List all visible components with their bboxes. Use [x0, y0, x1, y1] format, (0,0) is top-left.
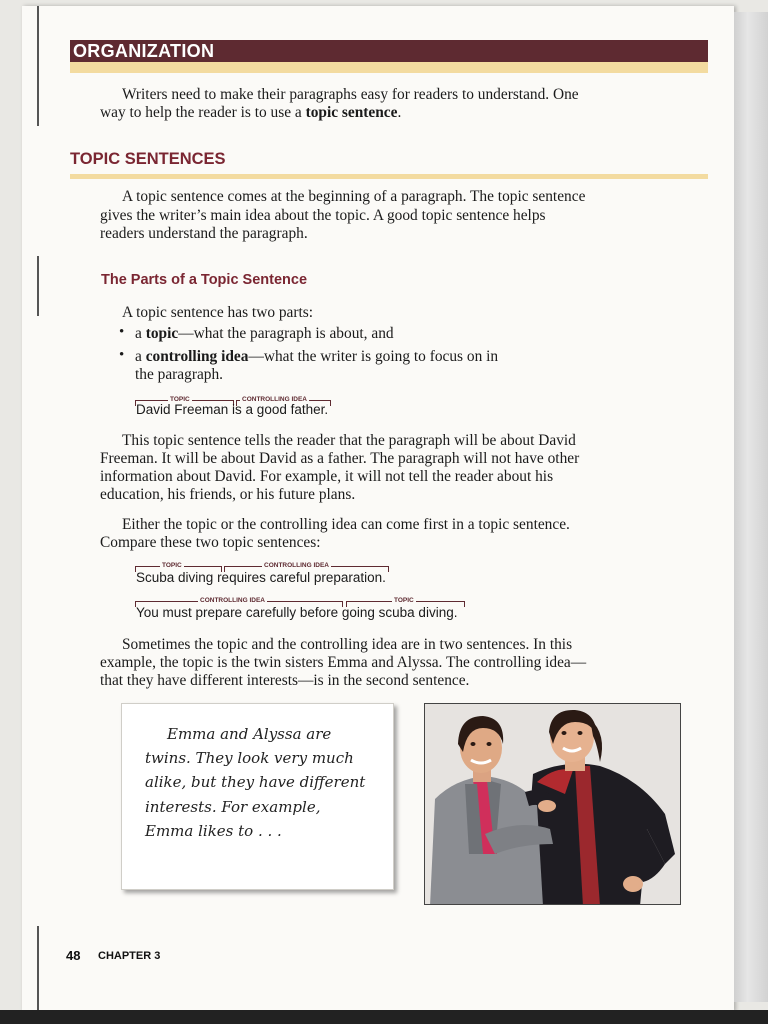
- either-line-1: Either the topic or the controlling idea can come first in a topic sentence.: [122, 516, 570, 533]
- topic-label: TOPIC: [394, 597, 414, 604]
- gutter-line: [37, 926, 39, 1012]
- topic-label: TOPIC: [170, 396, 190, 403]
- example-sentence-2: [136, 570, 386, 585]
- controlling-idea-label: CONTROLLING IDEA: [200, 597, 265, 604]
- intro-line-2: way to help the reader is to use a topic sentence.: [100, 104, 402, 121]
- example-sentence-1: [136, 402, 328, 417]
- twins-drawing: [425, 704, 681, 905]
- note-line: alike, but they have different: [145, 773, 366, 792]
- page-number: 48: [66, 948, 81, 963]
- topic-label: TOPIC: [162, 562, 182, 569]
- section-title: ORGANIZATION: [73, 41, 215, 61]
- either-line-2: Compare these two topic sentences:: [100, 534, 321, 551]
- twins-illustration: [424, 703, 681, 905]
- example-topic: David Freeman: [136, 402, 229, 417]
- note-line: interests. For example,: [145, 797, 321, 816]
- sometimes-line-3: that they have different interests—is in the second sentence.: [100, 672, 470, 689]
- controlling-idea-label: CONTROLLING IDEA: [242, 396, 307, 403]
- note-line: twins. They look very much: [145, 749, 354, 768]
- gutter-line: [37, 6, 39, 126]
- gutter-line: [37, 256, 39, 316]
- sometimes-line-2: example, the topic is the twin sisters Emma and Alyssa. The controlling idea—: [100, 654, 587, 671]
- explain-line-4: education, his friends, or his future plans.: [100, 486, 356, 503]
- page-bottom-edge: [0, 1010, 768, 1024]
- topic-para-line-3: readers understand the paragraph.: [100, 225, 308, 242]
- parts-heading: The Parts of a Topic Sentence: [101, 272, 308, 288]
- intro-bold-term: topic sentence: [305, 104, 398, 121]
- bullet-dot: •: [119, 324, 125, 340]
- chapter-label: CHAPTER 3: [98, 950, 161, 962]
- parts-intro: A topic sentence has two parts:: [122, 304, 314, 321]
- page-edge: [734, 12, 768, 1002]
- note-line: Emma and Alyssa are: [167, 725, 332, 743]
- explain-line-2: Freeman. It will be about David as a father. The paragraph will not have other: [100, 450, 580, 467]
- bullet-topic: a topic—what the paragraph is about, and: [135, 325, 394, 342]
- topic-para-line-2: gives the writer’s main idea about the topic. A good topic sentence helps: [100, 207, 546, 224]
- explain-line-1: This topic sentence tells the reader that the paragraph will be about David: [122, 432, 576, 449]
- example-controlling-idea: requires careful preparation.: [213, 570, 386, 585]
- subsection-title: TOPIC SENTENCES: [70, 150, 226, 168]
- bullet-controlling-idea: a controlling idea—what the writer is going to focus on in: [135, 348, 499, 365]
- example-controlling-idea: You must prepare carefully before: [136, 605, 339, 620]
- controlling-idea-label: CONTROLLING IDEA: [264, 562, 329, 569]
- subsection-rule: [70, 174, 708, 179]
- note-line: Emma likes to . . .: [145, 821, 282, 840]
- bullet-dot: •: [119, 347, 125, 363]
- intro-line-1: Writers need to make their paragraphs easy for readers to understand. One: [122, 86, 579, 103]
- section-band-underline: [70, 62, 708, 73]
- topic-para-line-1: A topic sentence comes at the beginning of a paragraph. The topic sentence: [122, 188, 586, 205]
- sometimes-line-1: Sometimes the topic and the controlling idea are in two sentences. In this: [122, 636, 573, 653]
- example-controlling-idea: is a good father.: [228, 402, 329, 417]
- example-sentence-3: [136, 605, 457, 620]
- note-card-text: [145, 722, 385, 843]
- explain-line-3: information about David. For example, it will not tell the reader about his: [100, 468, 554, 485]
- bullet-controlling-idea-cont: the paragraph.: [135, 366, 224, 383]
- example-topic: going scuba diving.: [338, 605, 458, 620]
- example-topic: Scuba diving: [136, 570, 214, 585]
